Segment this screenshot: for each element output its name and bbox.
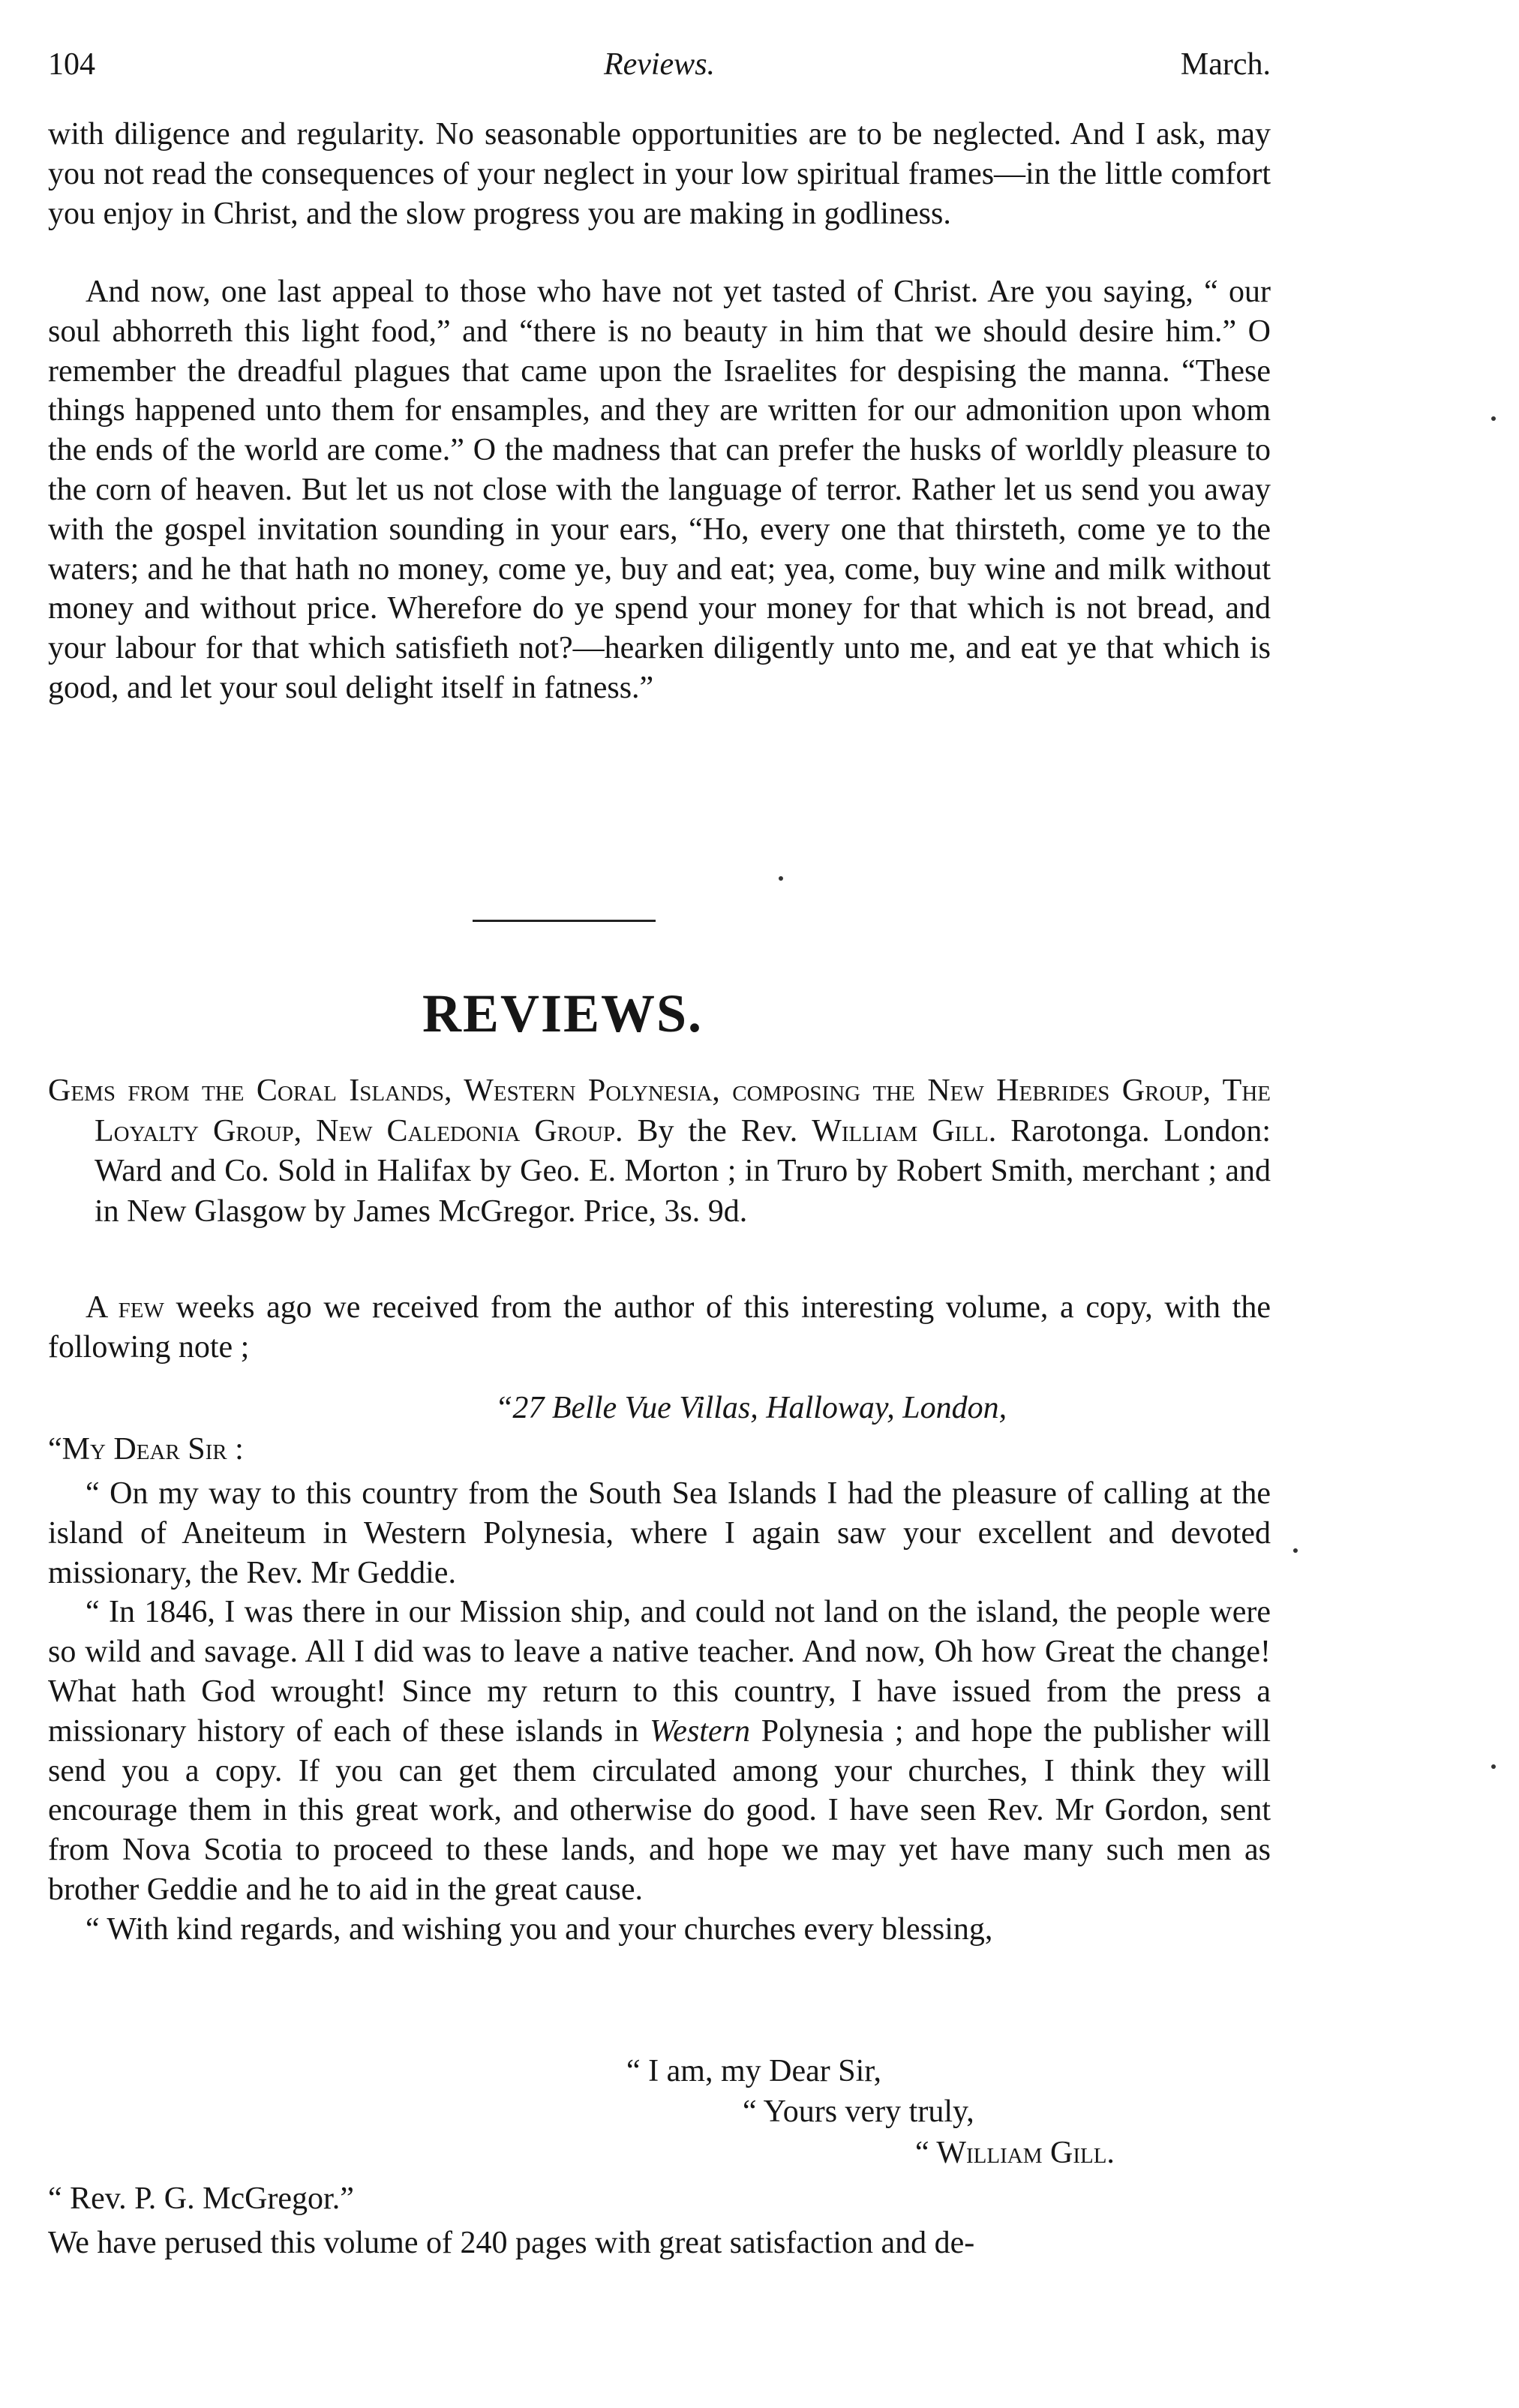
letter-dateline: “27 Belle Vue Villas, Halloway, London, [495, 1391, 1007, 1425]
page-number: 104 [48, 47, 95, 82]
letter-paragraph-2-italic: Western [650, 1713, 750, 1749]
letter-closing-2: “ Yours very truly, [743, 2094, 974, 2129]
sermon-paragraph-1-text: with diligence and regularity. No seasonable opportunities are to be neglected. And I ask, may you not read the consequences of your neglect in your low spiritual frames—in the little comfort you enjoy in Christ, and the slow progress you are making in godliness. [48, 117, 1271, 231]
letter-salutation: “My Dear Sir : [48, 1432, 244, 1467]
print-speck [1491, 1764, 1496, 1769]
letter-paragraph-2-start: “ In 1846, I was there in our Mission ship, and could not land on the island, the people were so wild and savage. All I did was to leave a native teacher. And now, Oh how Great the change! What hath God wrought! Since my return to this country, I have issued from the press a missionary history of each of these islands in [48, 1595, 1271, 1749]
running-title: Reviews. [603, 47, 716, 82]
letter-paragraph-3: “ With kind regards, and wishing you and your churches every blessing, [86, 1911, 993, 1947]
print-speck [1491, 416, 1496, 421]
print-speck [1293, 1548, 1298, 1553]
sermon-paragraph-1 [48, 115, 1271, 233]
print-speck [779, 876, 783, 881]
review-intro [48, 1288, 1271, 1368]
letter-signature: “ William Gill. [915, 2136, 1115, 2170]
review-intro-rest: weeks ago we received from the author of this interesting volume, a copy, with the following note ; [48, 1290, 1271, 1365]
sermon-paragraph-2-text: And now, one last appeal to those who have not yet tasted of Christ. Are you saying, “ our soul abhorreth this light food,” and “there is no beauty in him that we should desire him.” O remember the dreadful plagues that came upon the Israelites for despising the manna. “These things happened unto them for ensamples, and they are written for our admonition upon whom the ends of the world are come.” O the madness that can prefer the husks of worldly pleasure to the corn of heaven. But let us not close with the language of terror. Rather let us send you away with the gospel invitation sounding in your ears, “Ho, every one that thirsteth, come ye to the waters; and he that hath no money, come ye, buy and eat; yea, come, buy wine and milk without money and without price. Wherefore do ye spend your money for that which is not bread, and your labour for that which satisfieth not?—hearken diligently unto me, and eat ye that which is good, and let your soul delight itself in fatness.” [48, 275, 1271, 705]
review-intro-lead: A few [86, 1290, 164, 1325]
letter-addressee: “ Rev. P. G. McGregor.” [48, 2181, 354, 2216]
page-header [48, 47, 1271, 99]
header-month: March. [1180, 47, 1271, 82]
letter-body [48, 1474, 1271, 1950]
book-author: William Gill [812, 1113, 989, 1148]
letter-paragraph-2 [48, 1593, 1271, 1909]
book-by: By the Rev. [637, 1113, 798, 1148]
book-citation [48, 1071, 1271, 1232]
review-final-line: We have perused this volume of 240 pages with great satisfaction and de- [48, 2226, 975, 2260]
section-divider [473, 920, 656, 922]
review-intro-text [48, 1288, 1271, 1368]
sermon-paragraph-2 [48, 272, 1271, 708]
letter-paragraph-2-end: Polynesia ; and hope the publisher will send you a copy. If you can get them circulated among your churches, I think they will encourage them in this great work, and otherwise do good. I have seen Rev. Mr Gordon, sent from Nova Scotia to proceed to these lands, and hope we may yet have many such men as brother Geddie and he to aid in the great cause. [48, 1713, 1271, 1907]
letter-paragraph-1: “ On my way to this country from the South Sea Islands I had the pleasure of calling at the island of Aneiteum in Western Polynesia, where I again saw your excellent and devoted missionary, the Rev. Mr Geddie. [48, 1476, 1271, 1590]
book-publication: . Rarotonga. London: Ward and Co. Sold in Halifax by Geo. E. Morton ; in Truro by Robert Smith, merchant ; and in New Glasgow by James McGregor. Price, 3s. 9d. [95, 1113, 1271, 1229]
letter-closing-1: “ I am, my Dear Sir, [626, 2054, 882, 2088]
section-heading: REVIEWS. [422, 983, 704, 1043]
book-title: Gems from the Coral Islands, Western Polynesia, composing the New Hebrides Group, The Loyalty Group, New Caledonia Group. [48, 1073, 1271, 1148]
